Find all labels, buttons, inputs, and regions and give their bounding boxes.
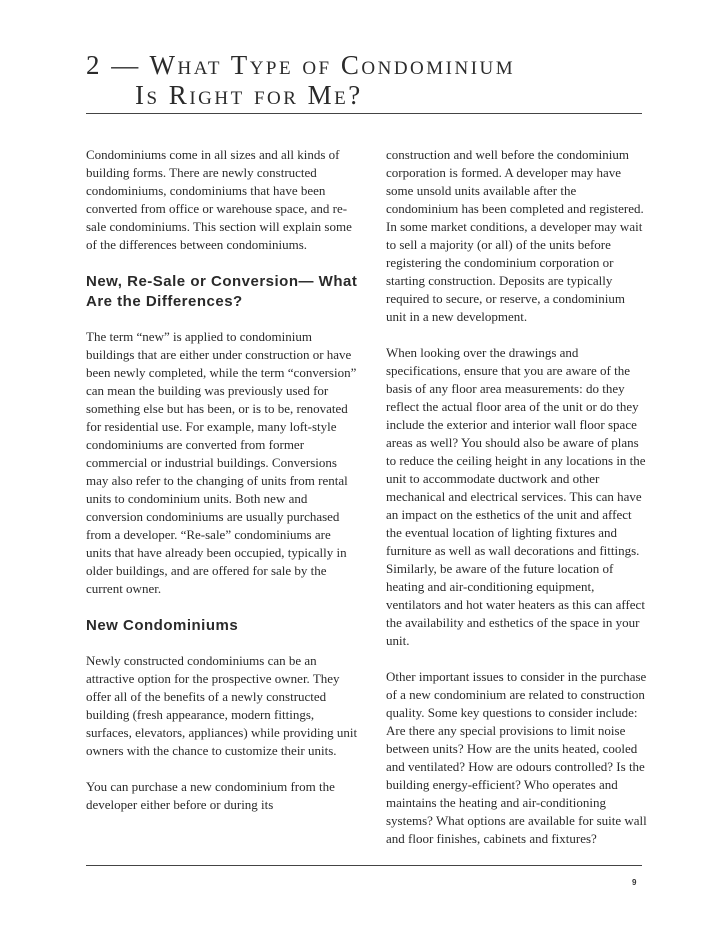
quality-paragraph: Other important issues to consider in the purchase of a new condominium are related to construction quality. Some key questions to consider include: Are there any special provisions to limit noise between units? How are the units heated, cooled and ventilated? How are odours controlled? Is the building energy-efficient? Who operates and maintains the heating and air-conditioning systems? What options are available for suite wall and floor finishes, cabinets and fixtures? — [386, 669, 647, 846]
drawings-paragraph: When looking over the drawings and specifications, ensure that you are aware of the basis of any floor area measurements: do they reflect the actual floor area of the unit or do they include the exterior and interior wall floor space areas as well? You should also be aware of plans to reduce the ceiling height in any locations in the unit to accommodate ductwork and other mechanical and electrical services. This can have an impact on the esthetics of the unit and affect the eventual location of lighting fixtures and furniture as well as wall decorations and fittings. Similarly, be aware of the future location of heating and air-conditioning equipment, ventilators and hot water heaters as this can affect the availability and esthetics of the space in your unit. — [386, 345, 646, 648]
page-title-line-1: 2 — What Type of Condominium — [86, 50, 516, 80]
section-heading-new-condominiums: New Condominiums — [86, 617, 239, 634]
new-condominiums-paragraph: Newly constructed condominiums can be an attractive option for the prospective owner. They offer all of the benefits of a newly constructed building (fresh appearance, modern fittings, surfaces, elevators, appliances) while providing unit owners with the chance to customize their units. — [86, 653, 358, 758]
page-title-line-2: Is Right for Me? — [135, 80, 363, 110]
page-number: 9 — [632, 878, 637, 887]
right-column — [386, 146, 648, 866]
section-heading-differences: New, Re-Sale or Conversion— What Are the Differences? — [86, 273, 358, 310]
footer-divider — [86, 865, 642, 866]
purchase-paragraph: You can purchase a new condominium from the developer either before or during its — [86, 779, 335, 812]
differences-paragraph: The term “new” is applied to condominium buildings that are either under construction or have been newly completed, while the term “conversion” can mean the building was previously used for something else but has been, or is to be, renovated for residential use. For example, many loft-style condominiums are converted from former commercial or industrial buildings. Conversions may also refer to the changing of units from rental units to condominium units. Both new and conversion condominiums are usually purchased from a developer. “Re-sale” condominiums are units that have already been occupied, typically in older buildings, and are offered for sale by the current owner. — [86, 329, 357, 596]
intro-paragraph: Condominiums come in all sizes and all kinds of building forms. There are newly constructed condominiums, condominiums that have been converted from office or warehouse space, and re-sale condominiums. This section will explain some of the differences between condominiums. — [86, 147, 352, 252]
construction-paragraph: construction and well before the condominium corporation is formed. A developer may have some unsold units available after the condominium has been completed and registered. In some market conditions, a developer may wait to sell a majority (or all) of the units before registering the condominium corporation or starting construction. Deposits are typically required to secure, or reserve, a condominium unit in a new development. — [386, 147, 644, 324]
left-column — [86, 146, 358, 832]
page-title — [86, 50, 646, 110]
title-divider — [86, 113, 642, 114]
